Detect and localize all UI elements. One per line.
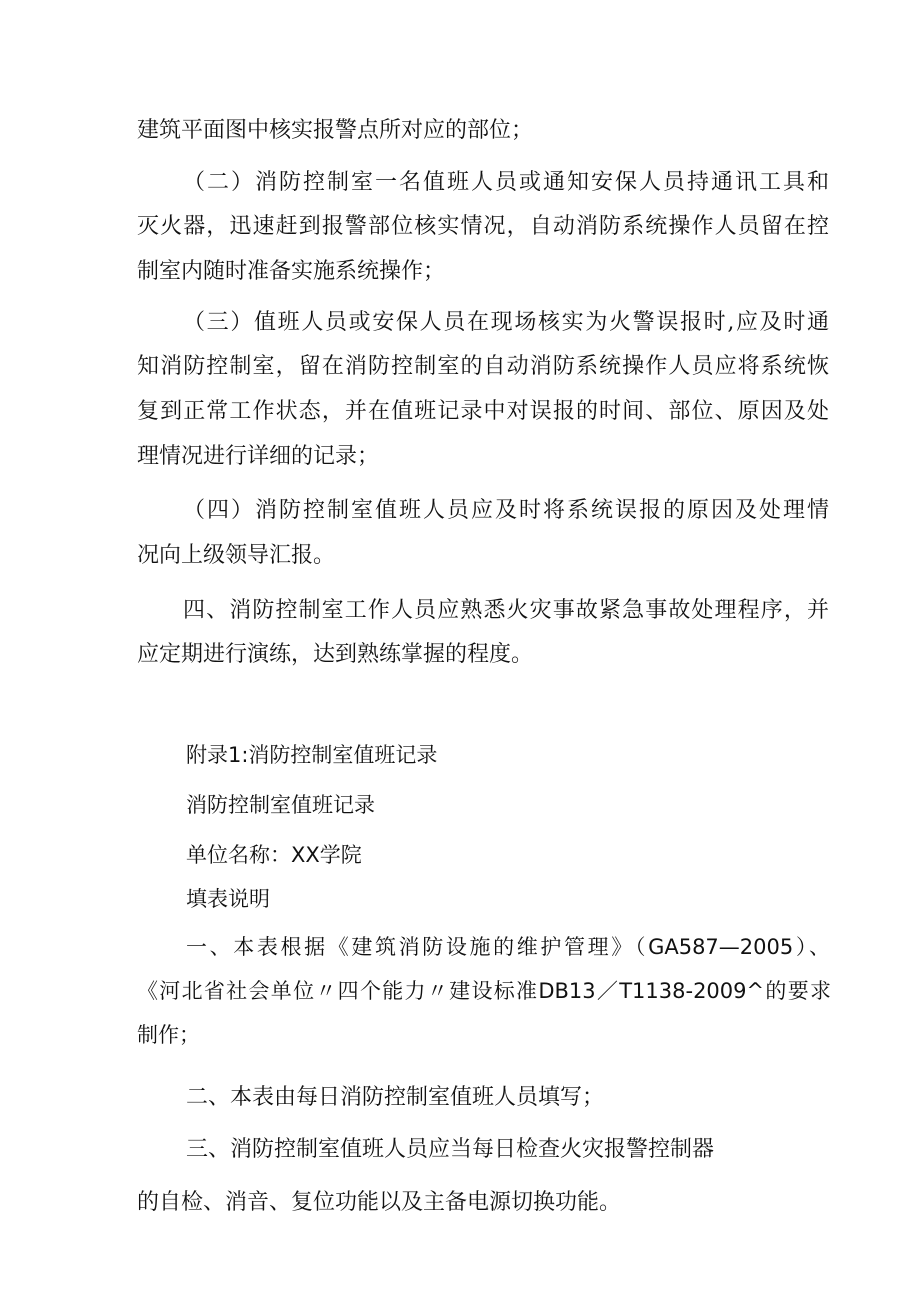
body-line: 灭火器，迅速赶到报警部位核实情况，自动消防系统操作人员留在控 xyxy=(137,214,829,239)
note-line: 《河北省社会单位〃四个能力〃建设标准DB13／T1138-2009^的要求 xyxy=(137,979,831,1003)
note-line: 的自检、消音、复位功能以及主备电源切换功能。 xyxy=(137,1190,622,1215)
note-line: 制作； xyxy=(137,1023,200,1047)
body-line: 知消防控制室，留在消防控制室的自动消防系统操作人员应将系统恢 xyxy=(137,354,829,379)
body-line: 理情况进行详细的记录； xyxy=(137,444,380,469)
note-line: 一、本表根据《建筑消防设施的维护管理》（GA587—2005）、 xyxy=(186,935,830,959)
body-line: 应定期进行演练，达到熟练掌握的程度。 xyxy=(137,642,534,667)
record-title: 消防控制室值班记录 xyxy=(186,793,375,817)
body-line: 建筑平面图中核实报警点所对应的部位； xyxy=(137,118,534,143)
body-line: （二）消防控制室一名值班人员或通知安保人员持通讯工具和 xyxy=(183,170,829,195)
note-line: 二、本表由每日消防控制室值班人员填写； xyxy=(186,1085,605,1110)
body-line: （四）消防控制室值班人员应及时将系统误报的原因及处理情 xyxy=(183,498,829,523)
body-line: （三）值班人员或安保人员在现场核实为火警误报时,应及时通 xyxy=(183,310,829,335)
body-line: 四、消防控制室工作人员应熟悉火灾事故紧急事故处理程序，并 xyxy=(183,598,829,623)
body-line: 制室内随时准备实施系统操作； xyxy=(137,259,446,284)
unit-name: 单位名称：XX学院 xyxy=(186,843,362,867)
body-line: 复到正常工作状态，并在值班记录中对误报的时间、部位、原因及处 xyxy=(137,399,829,424)
notes-heading: 填表说明 xyxy=(186,887,270,911)
note-line: 三、消防控制室值班人员应当每日检查火灾报警控制器 xyxy=(186,1137,715,1162)
appendix-heading: 附录1:消防控制室值班记录 xyxy=(186,743,438,767)
body-line: 况向上级领导汇报。 xyxy=(137,543,336,568)
